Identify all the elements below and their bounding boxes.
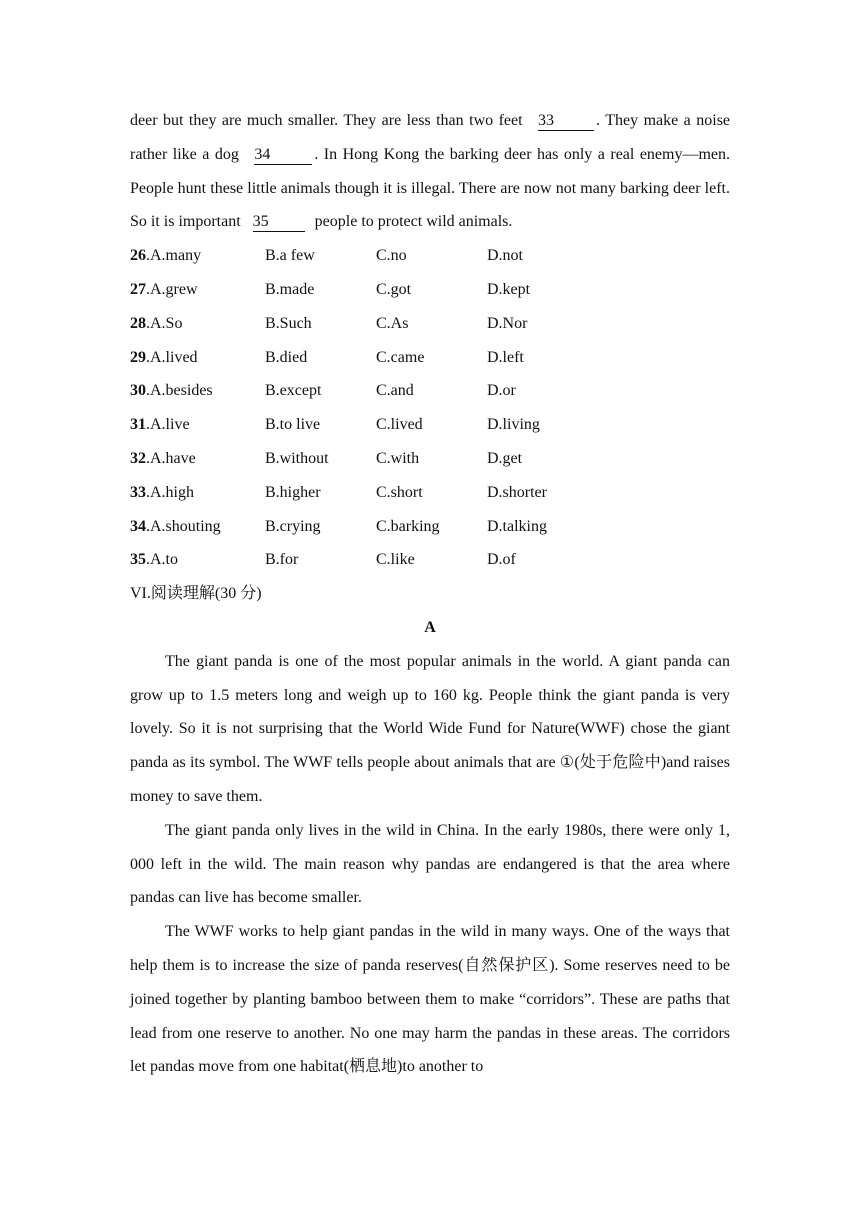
- option-c: C.and: [376, 382, 414, 400]
- blank-34: 34: [254, 146, 312, 165]
- option-d: D.shorter: [487, 483, 547, 501]
- passage-text: . In Hong Kong the barking deer has only a real enemy—men. People hunt these little animals though it is illegal. There are now not many barking deer left. So it is important: [130, 145, 731, 231]
- option-a: [130, 408, 265, 442]
- option-a-text: .A.shouting: [146, 517, 221, 535]
- question-number: 26: [130, 247, 146, 265]
- option-c: C.with: [376, 449, 420, 467]
- option-c: C.came: [376, 348, 425, 366]
- option-a-text: .A.have: [146, 449, 196, 467]
- option-b: B.for: [265, 551, 299, 569]
- option-b: B.made: [265, 280, 315, 298]
- option-a-text: .A.high: [146, 483, 194, 501]
- blank-33: 33: [538, 112, 594, 131]
- question-number: 32: [130, 449, 146, 467]
- option-c: C.like: [376, 551, 415, 569]
- option-a-text: .A.to: [146, 551, 178, 569]
- option-b: B.higher: [265, 483, 321, 501]
- reading-paragraph-2: The giant panda only lives in the wild in China. In the early 1980s, there were only 1, 000 left in the wild. The main reason why pandas are endangered is that the area where pandas can live has become smaller.: [130, 821, 730, 907]
- option-d: D.kept: [487, 280, 531, 298]
- option-a: [130, 442, 265, 476]
- option-d: D.not: [487, 247, 523, 265]
- option-b: B.crying: [265, 517, 321, 535]
- option-a-text: .A.grew: [146, 280, 198, 298]
- question-row: [130, 307, 730, 341]
- option-a: [130, 341, 265, 375]
- option-c: C.lived: [376, 416, 423, 434]
- question-number: 31: [130, 416, 146, 434]
- passage-label: A: [424, 618, 436, 636]
- question-row: [130, 543, 730, 577]
- option-c: C.As: [376, 314, 409, 332]
- option-a-text: .A.So: [146, 314, 183, 332]
- option-a: [130, 476, 265, 510]
- question-row: [130, 374, 730, 408]
- option-c: C.got: [376, 280, 412, 298]
- passage-text: deer but they are much smaller. They are less than two feet: [130, 112, 523, 129]
- passage-text: . They make a noise rather like a dog: [130, 112, 731, 163]
- option-a: [130, 510, 265, 544]
- option-b: B.Such: [265, 314, 312, 332]
- question-number: 34: [130, 517, 146, 535]
- option-d: D.living: [487, 416, 540, 434]
- reading-paragraph-3: The WWF works to help giant pandas in the wild in many ways. One of the ways that help them is to increase the size of panda reserves(自然保护区). Some reserves need to be joined together by planting bamboo between them to make “corridors”. These are paths that lead from one reserve to another. No one may harm the pandas in these areas. The corridors let pandas move from one habitat(栖息地)to another to: [130, 923, 730, 1076]
- question-row: [130, 239, 730, 273]
- question-number: 30: [130, 382, 146, 400]
- option-d: D.of: [487, 551, 516, 569]
- worksheet-page: [130, 104, 730, 1084]
- question-number: 27: [130, 280, 146, 298]
- passage-text: people to protect wild animals.: [314, 213, 513, 231]
- option-a-text: .A.live: [146, 416, 190, 434]
- option-d: D.left: [487, 348, 524, 366]
- option-a: [130, 307, 265, 341]
- blank-35: 35: [253, 213, 305, 232]
- option-c: C.short: [376, 483, 423, 501]
- option-a: [130, 374, 265, 408]
- option-d: D.get: [487, 449, 523, 467]
- option-b: B.except: [265, 382, 322, 400]
- question-row: [130, 341, 730, 375]
- option-d: D.Nor: [487, 314, 528, 332]
- option-a: [130, 273, 265, 307]
- options-list: [130, 239, 730, 577]
- question-row: [130, 408, 730, 442]
- question-number: 33: [130, 483, 146, 501]
- option-a-text: .A.many: [146, 247, 202, 265]
- option-c: C.no: [376, 247, 407, 265]
- section-title: VI.阅读理解(30 分): [130, 585, 262, 603]
- option-b: B.without: [265, 449, 329, 467]
- reading-paragraph-1: The giant panda is one of the most popular animals in the world. A giant panda can grow up to 1.5 meters long and weigh up to 160 kg. People think the giant panda is very lovely. So it is not surprising that the World Wide Fund for Nature(WWF) chose the giant panda as its symbol. The WWF tells people about animals that are ①(处于危险中)and raises money to save them.: [130, 652, 730, 805]
- question-number: 35: [130, 551, 146, 569]
- question-number: 29: [130, 348, 146, 366]
- question-row: [130, 476, 730, 510]
- option-b: B.a few: [265, 247, 315, 265]
- question-number: 28: [130, 314, 146, 332]
- option-a-text: .A.besides: [146, 382, 213, 400]
- option-c: C.barking: [376, 517, 440, 535]
- option-d: D.or: [487, 382, 516, 400]
- cloze-passage-end: [130, 104, 730, 239]
- option-b: B.to live: [265, 416, 321, 434]
- option-a: [130, 239, 265, 273]
- option-a-text: .A.lived: [146, 348, 198, 366]
- option-d: D.talking: [487, 517, 547, 535]
- question-row: [130, 510, 730, 544]
- question-row: [130, 273, 730, 307]
- question-row: [130, 442, 730, 476]
- option-a: [130, 543, 265, 577]
- option-b: B.died: [265, 348, 308, 366]
